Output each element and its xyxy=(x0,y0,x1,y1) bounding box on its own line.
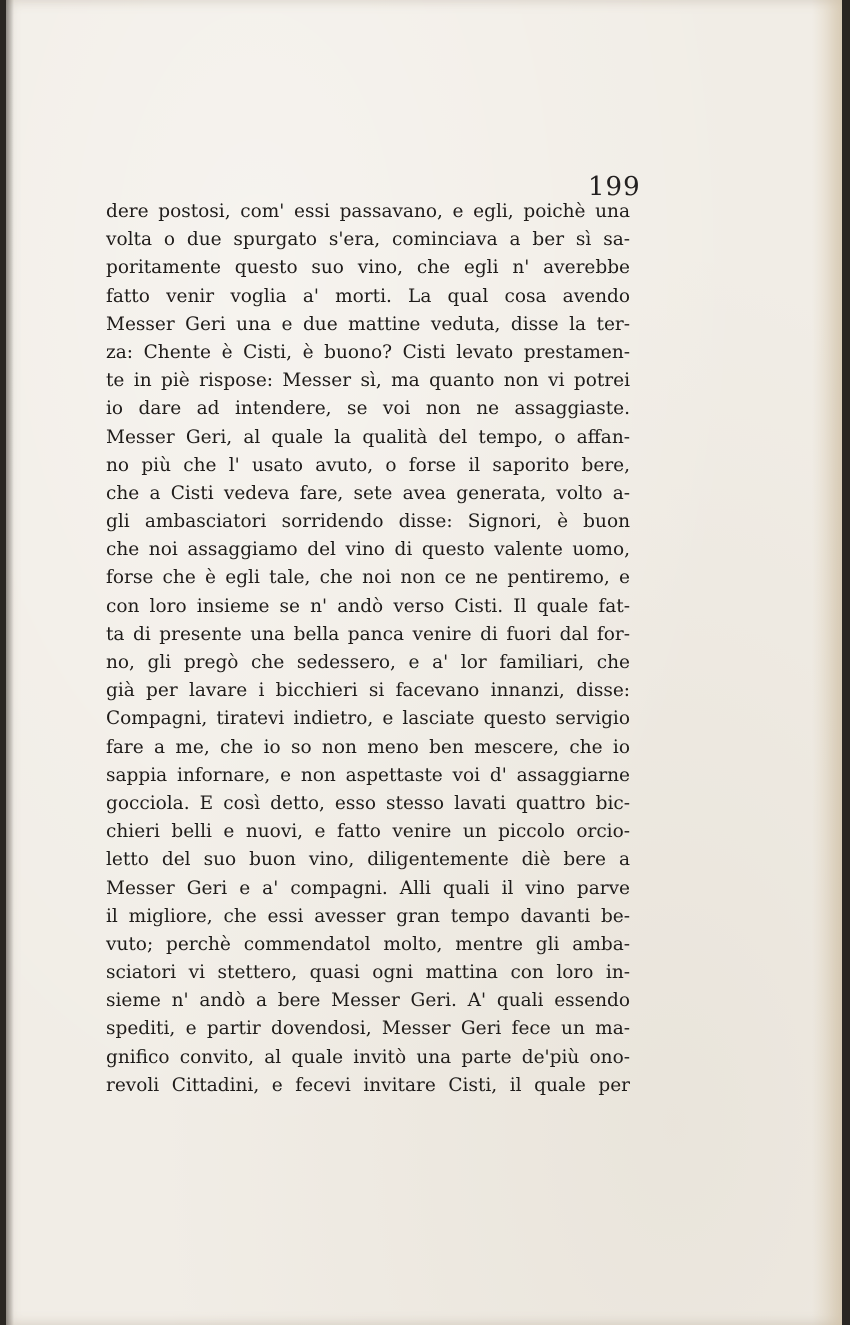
text-line: volta o due spurgato s'era, cominciava a ber sì sa- xyxy=(106,229,630,251)
text-line: Messer Geri una e due mattine veduta, disse la ter- xyxy=(106,313,630,335)
text-line: gocciola. E così detto, esso stesso lavati quattro bic- xyxy=(106,792,630,814)
text-line: Compagni, tiratevi indietro, e lasciate questo servigio xyxy=(106,708,630,730)
text-line: Messer Geri, al quale la qualità del tempo, o affan- xyxy=(106,426,630,448)
text-line: dere postosi, com' essi passavano, e egli, poichè una xyxy=(106,201,630,222)
text-line: fatto venir voglia a' morti. La qual cosa avendo xyxy=(106,285,630,307)
text-line: che noi assaggiamo del vino di questo valente uomo, xyxy=(106,539,630,561)
text-line: za: Chente è Cisti, è buono? Cisti levato prestamen- xyxy=(106,341,630,363)
text-line: con loro insieme se n' andò verso Cisti. Il quale fat- xyxy=(106,595,630,617)
text-line: sieme n' andò a bere Messer Geri. A' quali essendo xyxy=(106,990,630,1012)
text-line: vuto; perchè commendatol molto, mentre gli amba- xyxy=(106,933,630,955)
text-line: sciatori vi stettero, quasi ogni mattina con loro in- xyxy=(106,962,630,984)
book-page xyxy=(6,0,842,1325)
text-line: ta di presente una bella panca venire di fuori dal for- xyxy=(106,623,630,645)
page-number: 199 xyxy=(588,172,641,202)
text-line: spediti, e partir dovendosi, Messer Geri fece un ma- xyxy=(106,1018,630,1040)
page-edge-stain xyxy=(812,0,842,1325)
text-line: chieri belli e nuovi, e fatto venire un piccolo orcio- xyxy=(106,821,630,843)
text-line: poritamente questo suo vino, che egli n' averebbe xyxy=(106,257,630,279)
text-line: sappia infornare, e non aspettaste voi d' assaggiarne xyxy=(106,764,630,786)
text-line: fare a me, che io so non meno ben mescere, che io xyxy=(106,736,630,758)
text-line: che a Cisti vedeva fare, sete avea generata, volto a- xyxy=(106,482,630,504)
body-text xyxy=(106,198,630,1100)
text-line: no, gli pregò che sedessero, e a' lor familiari, che xyxy=(106,652,630,673)
text-line: il migliore, che essi avesser gran tempo davanti be- xyxy=(106,905,630,927)
text-line: gli ambasciatori sorridendo disse: Signori, è buon xyxy=(106,511,630,533)
text-line: io dare ad intendere, se voi non ne assaggiaste. xyxy=(106,398,630,420)
text-line: no più che l' usato avuto, o forse il saporito bere, xyxy=(106,454,630,476)
text-line: già per lavare i bicchieri si facevano innanzi, disse: xyxy=(106,680,630,702)
text-line: Messer Geri e a' compagni. Alli quali il vino parve xyxy=(106,877,630,899)
text-line: forse che è egli tale, che noi non ce ne pentiremo, e xyxy=(106,567,630,589)
text-line: letto del suo buon vino, diligentemente diè bere a xyxy=(106,849,630,871)
binding-shadow xyxy=(6,0,14,1325)
text-line: te in piè rispose: Messer sì, ma quanto non vi potrei xyxy=(106,370,630,392)
text-line: revoli Cittadini, e fecevi invitare Cisti, il quale per xyxy=(106,1074,630,1096)
text-line: gnifico convito, al quale invitò una parte de'più ono- xyxy=(106,1046,630,1068)
